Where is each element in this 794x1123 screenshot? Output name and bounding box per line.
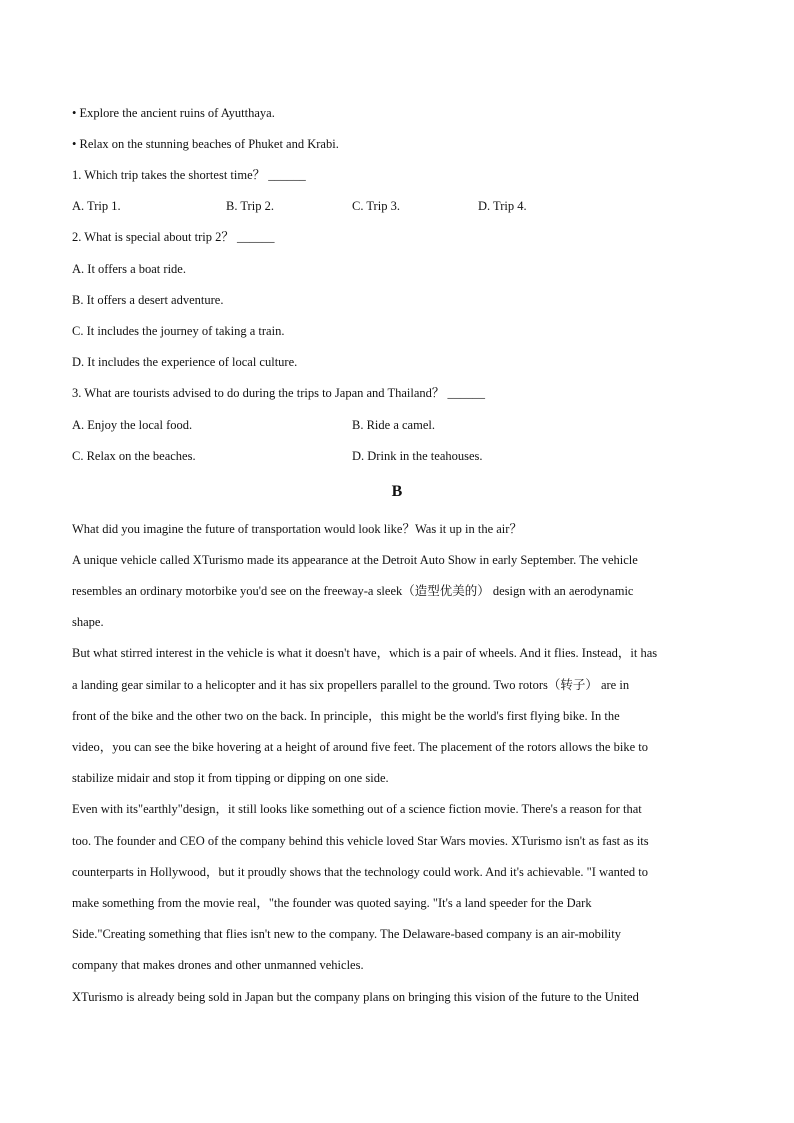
question-text: 3. What are tourists advised to do during the trips to Japan and Thailand？ ______: [72, 386, 486, 400]
option-c: C. It includes the journey of taking a train.: [72, 324, 285, 338]
section-heading: B: [391, 483, 403, 500]
option-a: A. Enjoy the local food.: [72, 418, 193, 432]
passage-line: Even with its"earthly"design，it still looks like something out of a science fiction movie. There's a reason for that: [72, 802, 642, 816]
question-text: 1. Which trip takes the shortest time？ ______: [72, 168, 306, 182]
question-text: 2. What is special about trip 2？ ______: [72, 230, 275, 244]
passage-line: Side."Creating something that flies isn't new to the company. The Delaware-based company is an air-mobility: [72, 927, 621, 941]
passage-line: company that makes drones and other unmanned vehicles.: [72, 958, 364, 972]
option-a: A. It offers a boat ride.: [72, 262, 186, 276]
passage-line: a landing gear similar to a helicopter and it has six propellers parallel to the ground. Two rotors（转子） are in: [72, 678, 630, 692]
passage-line: What did you imagine the future of transportation would look like？Was it up in the air？: [72, 522, 522, 536]
option-b: B. Ride a camel.: [352, 418, 435, 432]
bullet-item: • Relax on the stunning beaches of Phuket and Krabi.: [72, 137, 339, 151]
option-d: D. Drink in the teahouses.: [352, 449, 483, 463]
option-a: A. Trip 1.: [72, 199, 121, 213]
passage-line: make something from the movie real，"the founder was quoted saying. "It's a land speeder for the Dark: [72, 896, 592, 910]
option-d: D. It includes the experience of local culture.: [72, 355, 298, 369]
passage-line: video，you can see the bike hovering at a height of around five feet. The placement of the rotors allows the bike to: [72, 740, 648, 754]
passage-line: resembles an ordinary motorbike you'd see on the freeway-a sleek（造型优美的） design with an aerodynamic: [72, 584, 634, 598]
passage-line: front of the bike and the other two on the back. In principle，this might be the world's first flying bike. In the: [72, 709, 620, 723]
option-d: D. Trip 4.: [478, 199, 527, 213]
passage-line: counterparts in Hollywood，but it proudly shows that the technology could work. And it's achievable. "I wanted to: [72, 865, 649, 879]
passage-line: But what stirred interest in the vehicle is what it doesn't have，which is a pair of wheels. And it flies. Instead，it has: [72, 646, 658, 660]
passage-line: too. The founder and CEO of the company behind this vehicle loved Star Wars movies. XTurismo isn't as fast as its: [72, 834, 649, 848]
passage-line: XTurismo is already being sold in Japan but the company plans on bringing this vision of the future to the United: [72, 990, 639, 1004]
passage-line: stabilize midair and stop it from tipping or dipping on one side.: [72, 771, 389, 785]
option-b: B. Trip 2.: [226, 199, 274, 213]
option-c: C. Trip 3.: [352, 199, 400, 213]
bullet-item: • Explore the ancient ruins of Ayutthaya.: [72, 106, 275, 120]
option-c: C. Relax on the beaches.: [72, 449, 196, 463]
option-b: B. It offers a desert adventure.: [72, 293, 224, 307]
passage-line: A unique vehicle called XTurismo made its appearance at the Detroit Auto Show in early September. The vehicle: [72, 553, 638, 567]
passage-line: shape.: [72, 615, 104, 629]
